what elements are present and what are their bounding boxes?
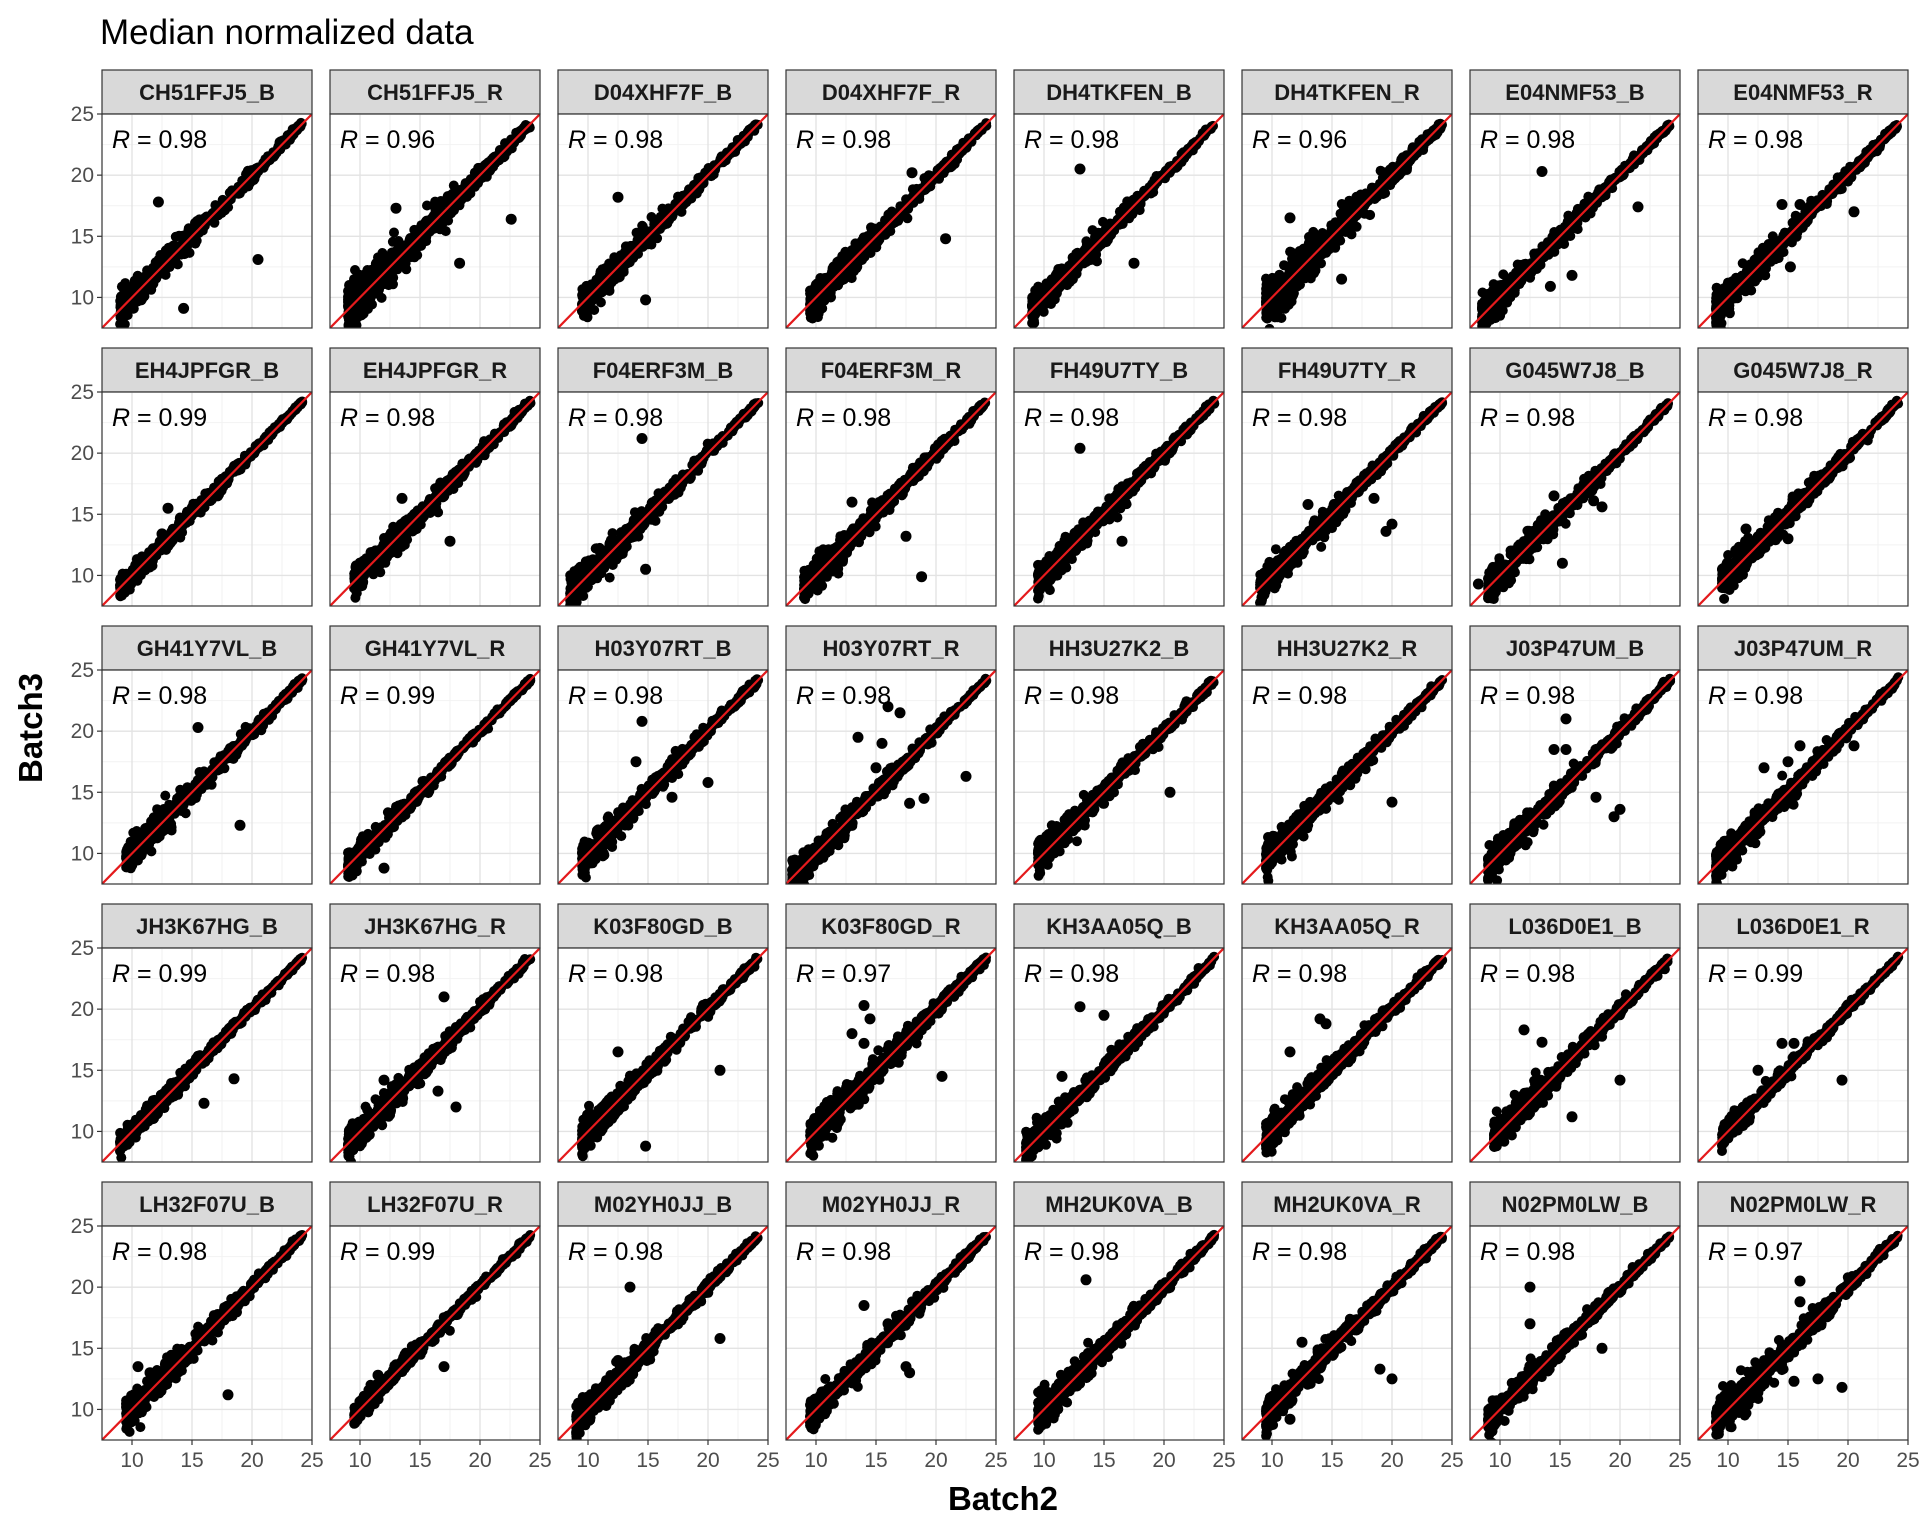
facet-strip-label: CH51FFJ5_R (367, 80, 503, 105)
outlier-point (1849, 206, 1860, 217)
correlation-label (112, 126, 207, 154)
data-point (1481, 319, 1491, 329)
outlier-point (454, 258, 465, 269)
r-symbol: R (1024, 126, 1042, 154)
facet-panel (558, 70, 768, 328)
facet-strip-label: DH4TKFEN_R (1274, 80, 1420, 105)
data-point (1057, 280, 1067, 290)
outlier-point (506, 214, 517, 225)
data-point (1549, 227, 1559, 237)
data-point (1347, 229, 1357, 239)
facet-panel (1698, 70, 1908, 333)
data-point (372, 265, 382, 275)
outlier-point (1537, 166, 1548, 177)
data-point (1723, 278, 1733, 288)
data-point (1344, 204, 1354, 214)
outlier-point (907, 167, 918, 178)
data-point (421, 217, 431, 227)
data-point (127, 568, 137, 578)
data-point (430, 203, 440, 213)
facet-panel (1242, 70, 1452, 334)
r-symbol: R (112, 126, 130, 154)
r-symbol: R (1252, 126, 1270, 154)
outlier-point (1785, 261, 1796, 272)
data-point (362, 265, 372, 275)
data-point (1526, 266, 1536, 276)
facet-strip-label: EH4JPFGR_R (363, 358, 507, 383)
facet-panel (1014, 70, 1224, 328)
facet-strip-label: CH51FFJ5_B (139, 80, 275, 105)
data-point (1284, 300, 1294, 310)
correlation-label (796, 126, 891, 154)
data-point (596, 297, 606, 307)
data-point (377, 248, 387, 258)
facet-strip-label: D04XHF7F_B (594, 80, 732, 105)
outlier-point (1795, 199, 1806, 210)
data-point (485, 165, 495, 175)
data-point (808, 314, 818, 324)
outlier-point (153, 197, 164, 208)
data-point (1498, 269, 1508, 279)
outlier-point (940, 233, 951, 244)
r-symbol: R (796, 126, 814, 154)
data-point (1764, 239, 1774, 249)
data-point (740, 135, 750, 145)
outlier-point (178, 303, 189, 314)
outlier-point (1567, 270, 1578, 281)
facet-panel (102, 348, 312, 606)
data-point (1495, 311, 1505, 321)
outlier-point (1129, 258, 1140, 269)
data-point (579, 311, 589, 321)
r-value: = 0.98 (1498, 126, 1575, 154)
data-point (161, 545, 171, 555)
data-point (1345, 215, 1355, 225)
data-point (860, 252, 870, 262)
data-point (1422, 136, 1432, 146)
data-point (443, 191, 453, 201)
facet-panel (330, 70, 540, 341)
r-value: = 0.98 (1042, 126, 1119, 154)
correlation-label (1480, 126, 1575, 154)
outlier-point (253, 254, 264, 265)
r-value: = 0.98 (586, 126, 663, 154)
outlier-point (1285, 212, 1296, 223)
facet-strip-label: E04NMF53_R (1733, 80, 1873, 105)
facet-strip-label: E04NMF53_B (1505, 80, 1644, 105)
outlier-point (1075, 164, 1086, 175)
chart-title: Median normalized data (100, 13, 474, 52)
outlier-point (1545, 281, 1556, 292)
r-value: = 0.99 (130, 404, 207, 432)
data-point (1563, 211, 1573, 221)
facet-panel (1470, 70, 1680, 337)
data-point (1270, 312, 1280, 322)
r-symbol: R (1708, 126, 1726, 154)
r-value: = 0.98 (814, 126, 891, 154)
data-point (1886, 128, 1896, 138)
data-point (1279, 260, 1289, 270)
correlation-label (340, 126, 435, 154)
r-symbol: R (340, 126, 358, 154)
data-point (384, 280, 394, 290)
data-point (974, 125, 984, 135)
facet-panel (102, 70, 312, 329)
data-point (123, 310, 133, 320)
data-point (1029, 318, 1039, 328)
r-symbol: R (568, 126, 586, 154)
data-point (607, 278, 617, 288)
data-point (449, 181, 459, 191)
data-point (1496, 280, 1506, 290)
outlier-point (613, 192, 624, 203)
r-symbol: R (1480, 126, 1498, 154)
facet-panel (330, 348, 540, 606)
facet-strip-label: D04XHF7F_R (822, 80, 960, 105)
outlier-point (157, 528, 168, 539)
r-value: = 0.96 (1270, 126, 1347, 154)
data-point (220, 200, 230, 210)
data-point (887, 207, 897, 217)
r-value: = 0.98 (130, 126, 207, 154)
data-point (120, 291, 130, 301)
data-point (840, 247, 850, 257)
data-point (609, 252, 619, 262)
data-point (1290, 256, 1300, 266)
facet-panel (786, 70, 996, 328)
data-point (1382, 178, 1392, 188)
outlier-point (1777, 199, 1788, 210)
outlier-point (391, 203, 402, 214)
data-point (1265, 283, 1275, 293)
correlation-label (1024, 126, 1119, 154)
data-point (494, 149, 504, 159)
data-point (1261, 274, 1271, 284)
facet-strip-label: EH4JPFGR_B (135, 358, 279, 383)
correlation-label (112, 404, 207, 432)
data-point (389, 228, 399, 238)
outlier-point (640, 294, 651, 305)
outlier-point (1336, 274, 1347, 285)
outlier-point (1633, 201, 1644, 212)
data-point (862, 231, 872, 241)
correlation-label (1252, 126, 1347, 154)
correlation-label (568, 126, 663, 154)
data-point (354, 312, 364, 322)
r-symbol: R (112, 404, 130, 432)
data-point (507, 136, 517, 146)
data-point (1376, 166, 1386, 176)
r-value: = 0.98 (1726, 126, 1803, 154)
correlation-label (1708, 126, 1803, 154)
r-value: = 0.96 (358, 126, 435, 154)
data-point (811, 280, 821, 290)
data-point (1313, 258, 1323, 268)
data-point (387, 248, 397, 258)
facet-strip-label: DH4TKFEN_B (1046, 80, 1191, 105)
data-point (180, 249, 190, 259)
outlier-point (163, 503, 174, 514)
data-point (120, 278, 130, 288)
data-point (412, 250, 422, 260)
